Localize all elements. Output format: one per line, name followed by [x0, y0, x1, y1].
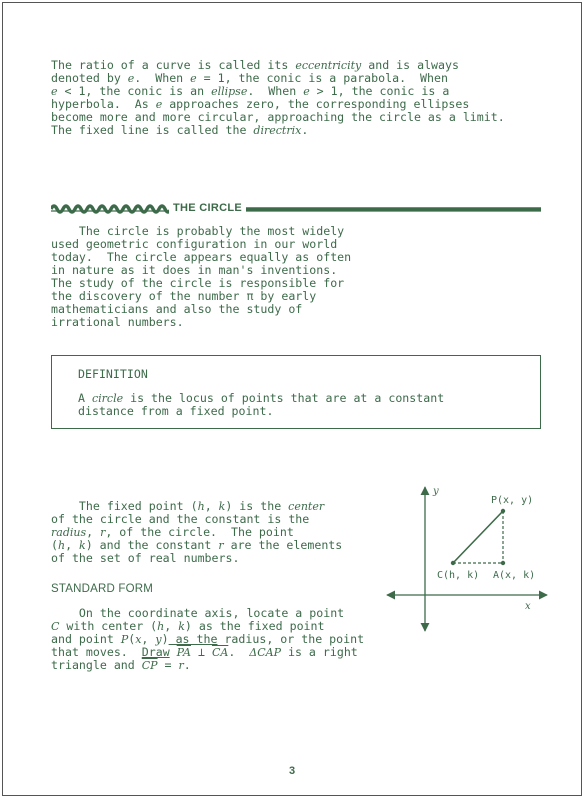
- text: < 1, the conic is an: [57, 84, 212, 98]
- standard-form-paragraph: [51, 607, 364, 672]
- page-number: 3: [289, 765, 296, 777]
- standard-form-heading: STANDARD FORM: [51, 583, 154, 595]
- var-k: k: [178, 620, 185, 633]
- page: [2, 2, 582, 796]
- text: A: [78, 391, 92, 405]
- section-title: THE CIRCLE: [169, 202, 246, 214]
- text: The study of the circle is responsible for: [51, 276, 345, 290]
- triangle-cap: ΔCAP: [249, 646, 281, 659]
- text: . When: [134, 71, 191, 85]
- text: is a right: [281, 645, 358, 659]
- text: On the coordinate axis, locate a point: [51, 606, 345, 620]
- x-axis-label: x: [525, 601, 531, 612]
- point-a-label: A(x, k): [493, 570, 536, 581]
- text: The fixed point (: [51, 499, 198, 513]
- var-k: k: [79, 539, 86, 552]
- text: with center (: [59, 619, 158, 633]
- text: and is always: [361, 58, 459, 72]
- text: approaches zero, the corresponding ellipses: [162, 97, 470, 111]
- text: of the set of real numbers.: [51, 551, 240, 565]
- text: ,: [204, 499, 219, 513]
- text: .: [301, 123, 309, 137]
- var-e: e: [155, 98, 163, 111]
- text: is the locus of points that are at a constant: [123, 391, 445, 405]
- text: = 1, the conic is a parabola. When: [196, 71, 448, 85]
- segment-ca: $\overline{CA}$: [211, 646, 229, 659]
- intro-paragraph: [51, 59, 551, 137]
- text: of the circle and the constant is the: [51, 512, 310, 526]
- text: ⊥: [191, 645, 212, 659]
- text: ) is the: [225, 499, 289, 513]
- term-radius: radius: [51, 526, 87, 539]
- term-ellipse: ellipse: [211, 85, 248, 98]
- term-circle: circle: [91, 392, 124, 405]
- var-r: r: [100, 526, 106, 539]
- text: .: [183, 658, 191, 672]
- var-e: e: [127, 72, 135, 85]
- var-h: h: [157, 620, 165, 633]
- text: that moves.: [51, 645, 142, 659]
- point-p: [501, 509, 505, 513]
- text: The ratio of a curve is called its: [51, 58, 296, 72]
- var-h: h: [57, 539, 66, 552]
- text: are the elements: [223, 538, 343, 552]
- var-e: e: [303, 85, 310, 98]
- text: triangle and: [51, 658, 142, 672]
- definition-box: [51, 355, 541, 429]
- center-paragraph: [51, 500, 342, 565]
- text: > 1, the conic is a: [309, 84, 450, 98]
- var-y: y: [155, 633, 162, 646]
- var-c: C: [51, 620, 60, 633]
- text: Draw: [141, 645, 170, 659]
- text: , of the circle. The point: [105, 525, 294, 539]
- circle-paragraph: [51, 225, 351, 329]
- text: ,: [65, 538, 80, 552]
- point-c: [451, 561, 455, 565]
- coordinate-graph: [383, 481, 553, 641]
- term-center: center: [288, 500, 325, 513]
- text: and point: [51, 632, 121, 646]
- var-r: r: [178, 659, 184, 672]
- text: ,: [86, 525, 101, 539]
- text: irrational numbers.: [51, 315, 184, 329]
- var-k: k: [218, 500, 226, 513]
- point-c-label: C(h, k): [437, 570, 480, 581]
- text: denoted by: [51, 71, 128, 85]
- text: become more and more circular, approaching the circle as a limit.: [51, 110, 505, 124]
- point-p-label: P(x, y): [491, 495, 534, 506]
- y-axis-label: y: [433, 486, 439, 497]
- var-p: P: [120, 633, 129, 646]
- segment-cp: $\overline{CP}$: [141, 659, 158, 672]
- text: (: [51, 538, 58, 552]
- text: =: [157, 658, 179, 672]
- text: ): [161, 632, 169, 646]
- text: today. The circle appears equally as often: [51, 250, 352, 264]
- var-h: h: [197, 500, 205, 513]
- term-eccentricity: eccentricity: [295, 59, 362, 72]
- section-header-circle: [51, 199, 541, 219]
- term-directrix: directrix: [253, 124, 302, 137]
- text: ,: [141, 632, 156, 646]
- point-a: [501, 561, 505, 565]
- text: hyperbola. As: [51, 97, 156, 111]
- definition-label: DEFINITION: [78, 367, 148, 381]
- text: in nature as it does in man's inventions.: [51, 263, 338, 277]
- text: distance from a fixed point.: [78, 404, 274, 418]
- text: [170, 645, 177, 659]
- text: the discovery of the number π by early: [51, 289, 317, 303]
- var-e: e: [190, 72, 197, 85]
- text: . When: [247, 84, 304, 98]
- text: ) as the fixed point: [184, 619, 325, 633]
- text: mathematicians and also the study of: [51, 302, 303, 316]
- definition-text: [78, 392, 444, 418]
- text: used geometric configuration in our world: [51, 237, 338, 251]
- var-e: e: [51, 85, 58, 98]
- wavy-rule-decoration: [51, 199, 541, 219]
- segment-cp-line: [453, 511, 503, 563]
- var-x: x: [135, 633, 142, 646]
- text: .: [228, 645, 250, 659]
- text: radius, or the point: [217, 632, 365, 646]
- text: The circle is probably the most widely: [51, 224, 345, 238]
- text: ) and the constant: [85, 538, 219, 552]
- segment-pa: $\overline{PA}$: [176, 646, 191, 659]
- text: (: [128, 632, 136, 646]
- var-r: r: [218, 539, 224, 552]
- text: ,: [164, 619, 179, 633]
- text: The fixed line is called the: [51, 123, 254, 137]
- text: as the: [168, 632, 218, 646]
